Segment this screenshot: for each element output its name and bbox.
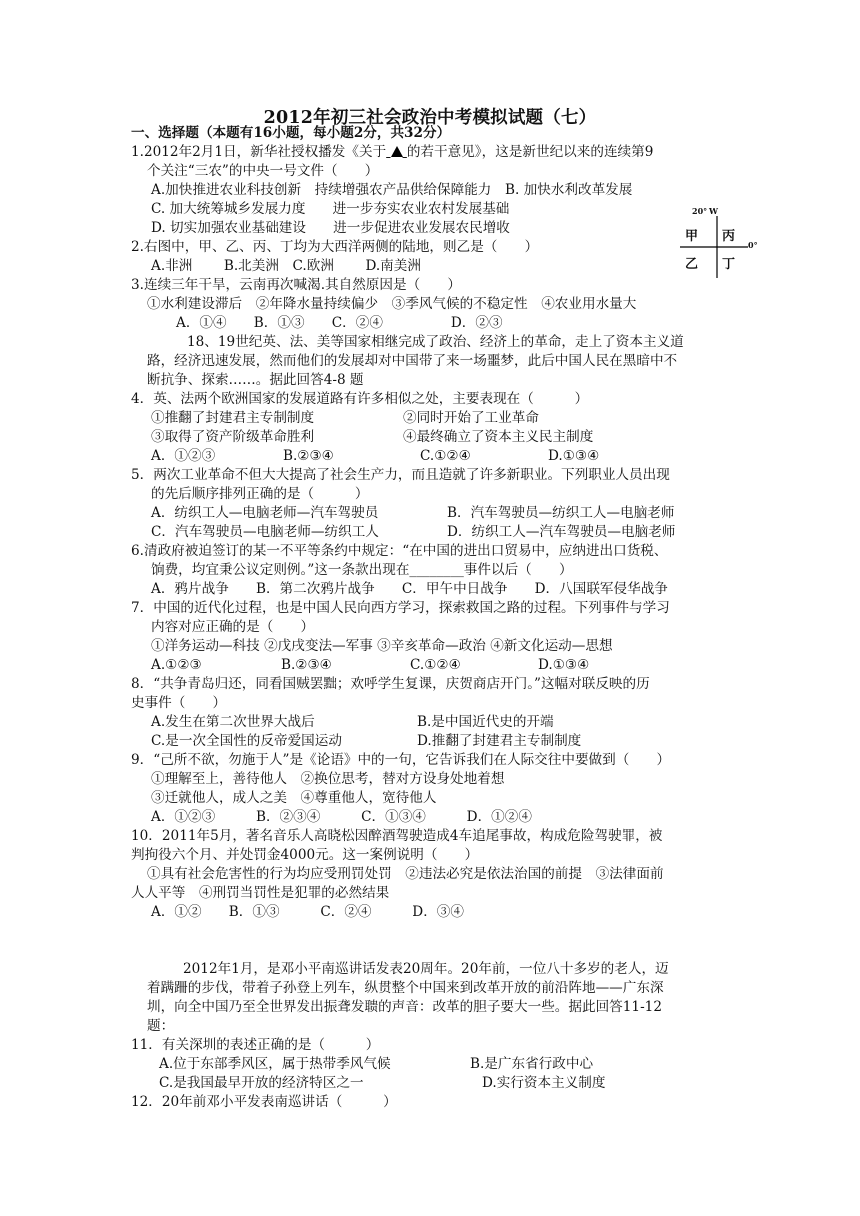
map-dir-label: W [709, 206, 718, 216]
q8-stem-line2: 史事件（ ） [131, 695, 227, 711]
q3-stem: 3.连续三年干旱，云南再次喊渴.其自然原因是（ ） [131, 277, 461, 293]
q4-option-c: C.①②④ [420, 448, 471, 464]
intro2-line1: 2012年1月，是邓小平南巡讲话发表20周年。20年前，一位八十多岁的老人，迈 [183, 961, 669, 977]
map-lon-label: 0° [748, 240, 758, 250]
q10-items-line2: 人人平等 ④刑罚当罚性是犯罪的必然结果 [131, 885, 390, 901]
q1-stem-line1 [131, 143, 653, 162]
q9-items-line2: ③迁就他人，成人之美 ④尊重他人，宽待他人 [151, 790, 437, 806]
q1-stem-part-b: 的若干意见》，这是新世纪以来的连续第9 [406, 144, 654, 160]
q8-option-b: B.是中国近代史的开端 [417, 714, 554, 730]
q5-option-d: D．纺织工人—汽车驾驶员—电脑老师 [447, 524, 676, 540]
intro2-line4: 题： [147, 1018, 175, 1034]
q1-option-a: A.加快推进农业科技创新 持续增强农产品供给保障能力 B. 加快水利改革发展 [151, 182, 633, 198]
q2-stem: 2.右图中，甲、乙、丙、丁均为大西洋两侧的陆地，则乙是（ ） [131, 239, 539, 255]
map-lat-label: 20° [692, 206, 708, 216]
q7-items: ①洋务运动—科技 ②戊戌变法—军事 ③辛亥革命—政治 ④新文化运动—思想 [151, 638, 613, 654]
q5-stem-line2: 的先后顺序排列正确的是（ ） [151, 486, 369, 502]
q5-option-b: B．汽车驾驶员—纺织工人—电脑老师 [447, 505, 675, 521]
q9-items-line1: ①理解至上，善待他人 ②换位思考，替对方设身处地着想 [151, 771, 505, 787]
q11-option-c: C.是我国最早开放的经济特区之一 [159, 1075, 364, 1091]
q7-option-b: B.②③④ [281, 657, 332, 673]
map-cell-jia: 甲 [685, 229, 699, 244]
intro1-line2: 路，经济迅速发展，然而他们的发展却对中国带了来一场噩梦，此后中国人民在黑暗中不 [147, 353, 678, 369]
map-cell-ding: 丁 [722, 257, 736, 272]
q7-option-d: D.①③④ [538, 657, 590, 673]
intro1-line1: 18、19世纪英、法、美等国家相继完成了政治、经济上的革命，走上了资本主义道 [187, 334, 684, 350]
intro2-line3: 圳，向全中国乃至全世界发出振聋发聩的声音：改革的胆子要大一些。据此回答11-12 [147, 999, 662, 1015]
q7-option-a: A.①②③ [151, 657, 202, 673]
q10-options: A．①② B．①③ C．②④ D．③④ [151, 904, 464, 920]
q5-stem-line1: 5．两次工业革命不但大大提高了社会生产力，而且造就了许多新职业。下列职业人员出现 [131, 467, 670, 483]
q5-option-a: A．纺织工人—电脑老师—汽车驾驶员 [151, 505, 379, 521]
q9-options: A．①②③ B．②③④ C．①③④ D．①②④ [151, 809, 532, 825]
intro1-line3: 断抗争、探索……。据此回答4-8 题 [147, 372, 364, 388]
q4-option-a: A．①②③ [151, 448, 216, 464]
q6-options: A．鸦片战争 B．第二次鸦片战争 C．甲午中日战争 D．八国联军侵华战争 [151, 581, 668, 597]
q8-stem-line1: 8．“共争青岛归还，同看国贼罢黜；欢呼学生复课，庆贺商店开门。”这幅对联反映的历 [131, 676, 650, 692]
q4-item-1: ①推翻了封建君主专制制度 [151, 410, 315, 426]
exam-title: 2012年初三社会政治中考模拟试题（七） [263, 108, 597, 128]
q6-stem-line1: 6.清政府被迫签订的某一不平等条约中规定：“在中国的进出口贸易中，应纳进出口货税、 [131, 543, 668, 559]
q8-option-d: D.推翻了封建君主专制制度 [417, 733, 582, 749]
q10-stem-line2: 判拘役六个月、并处罚金4000元。这一案例说明（ ） [131, 847, 479, 863]
q11-stem: 11．有关深圳的表述正确的是（ ） [131, 1037, 380, 1053]
q4-option-b: B.②③④ [283, 448, 334, 464]
q3-options: A．①④ B．①③ C．②④ D．②③ [176, 315, 503, 331]
q8-option-c: C.是一次全国性的反帝爱国运动 [151, 733, 342, 749]
q1-stem-line2: 个关注“三农”的中央一号文件（ ） [147, 163, 379, 179]
q7-stem-line1: 7．中国的近代化过程，也是中国人民向西方学习，探索救国之路的过程。下列事件与学习 [131, 600, 670, 616]
q1-stem-part-a: 1.2012年2月1日，新华社授权播发《关于 [131, 144, 387, 160]
q4-item-4: ④最终确立了资本主义民主制度 [403, 429, 594, 445]
q10-stem-line1: 10．2011年5月，著名音乐人高晓松因醉酒驾驶造成4车追尾事故，构成危险驾驶罪，被 [131, 828, 663, 844]
map-cell-bing: 丙 [722, 229, 736, 244]
q4-option-d: D.①③④ [548, 448, 600, 464]
q7-option-c: C.①②④ [410, 657, 461, 673]
q4-stem: 4．英、法两个欧洲国家的发展道路有许多相似之处，主要表现在（ ） [131, 391, 589, 407]
q8-option-a: A.发生在第二次世界大战后 [151, 714, 315, 730]
intro2-line2: 着蹒跚的步伐，带着子孙登上列车，纵贯整个中国来到改革开放的前沿阵地——广东深 [147, 980, 664, 996]
q5-option-c: C．汽车驾驶员—电脑老师—纺织工人 [151, 524, 379, 540]
blank-triangle-icon [386, 144, 407, 160]
q3-items: ①水利建设滞后 ②年降水量持续偏少 ③季风气候的不稳定性 ④农业用水量大 [147, 296, 637, 312]
q7-stem-line2: 内容对应正确的是（ ） [151, 619, 315, 635]
q10-items-line1: ①具有社会危害性的行为均应受刑罚处罚 ②违法必究是依法治国的前提 ③法律面前 [147, 866, 664, 882]
q6-stem-line2: 饷费，均宜秉公议定则例。”这一条款出现在________事件以后（ ） [151, 562, 573, 578]
q1-option-d: D. 切实加强农业基础建设 进一步促进农业发展农民增收 [151, 220, 510, 236]
section-heading: 一、选择题（本题有16小题，每小题2分，共32分） [131, 125, 451, 141]
q11-option-a: A.位于东部季风区，属于热带季风气候 [159, 1056, 391, 1072]
q4-item-2: ②同时开始了工业革命 [403, 410, 539, 426]
q11-option-b: B.是广东省行政中心 [470, 1056, 594, 1072]
q9-stem: 9．“己所不欲，勿施于人”是《论语》中的一句，它告诉我们在人际交往中要做到（ ） [131, 752, 671, 768]
q2-options: A.非洲 B.北美洲 C.欧洲 D.南美洲 [151, 258, 421, 274]
q11-option-d: D.实行资本主义制度 [482, 1075, 606, 1091]
map-cell-yi: 乙 [685, 257, 699, 272]
q12-stem: 12．20年前邓小平发表南巡讲话（ ） [131, 1094, 397, 1110]
quadrant-map-figure [676, 203, 756, 278]
q1-option-c: C. 加大统筹城乡发展力度 进一步夯实农业农村发展基础 [151, 201, 510, 217]
q4-item-3: ③取得了资产阶级革命胜利 [151, 429, 315, 445]
